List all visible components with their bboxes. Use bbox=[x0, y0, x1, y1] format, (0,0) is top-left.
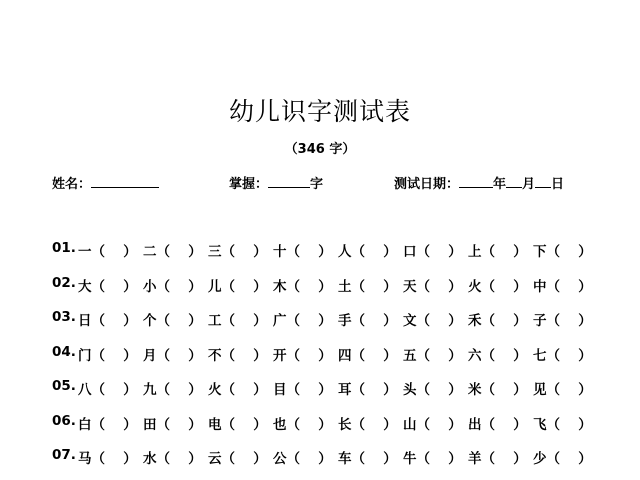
character-cell[interactable]: 中（ ） bbox=[533, 278, 592, 295]
character-cell[interactable]: 开（ ） bbox=[273, 347, 332, 364]
character-cell[interactable]: 白（ ） bbox=[78, 416, 137, 433]
character-cell[interactable]: 见（ ） bbox=[533, 382, 592, 398]
character-cell[interactable]: 田（ ） bbox=[143, 416, 202, 433]
character-cell[interactable]: 广（ ） bbox=[273, 313, 332, 329]
character-cell[interactable]: 二（ ） bbox=[143, 244, 202, 260]
character-cell[interactable]: 车（ ） bbox=[338, 451, 397, 467]
month-label: 月 bbox=[522, 177, 536, 192]
char-count-subtitle: （346 字） bbox=[284, 142, 356, 157]
character-cell[interactable]: 一（ ） bbox=[78, 244, 137, 260]
row-number: 03. bbox=[52, 309, 76, 325]
month-blank[interactable] bbox=[506, 175, 522, 188]
character-cell[interactable]: 山（ ） bbox=[403, 416, 462, 433]
page-title: 幼儿识字测试表 bbox=[228, 97, 411, 126]
character-cell[interactable]: 三（ ） bbox=[208, 244, 267, 260]
year-blank[interactable] bbox=[459, 175, 493, 188]
character-cell[interactable]: 手（ ） bbox=[338, 313, 397, 329]
character-cell[interactable]: 禾（ ） bbox=[468, 313, 527, 329]
character-cell[interactable]: 个（ ） bbox=[143, 313, 202, 329]
character-cell[interactable]: 出（ ） bbox=[468, 416, 527, 433]
character-cell[interactable]: 头（ ） bbox=[403, 382, 462, 398]
character-cell[interactable]: 子（ ） bbox=[533, 313, 592, 329]
row-number: 02. bbox=[52, 274, 76, 291]
character-cell[interactable]: 火（ ） bbox=[208, 382, 267, 398]
mastered-blank[interactable] bbox=[268, 175, 310, 188]
character-cell[interactable]: 七（ ） bbox=[533, 347, 592, 364]
character-cell[interactable]: 米（ ） bbox=[468, 382, 527, 398]
name-blank[interactable] bbox=[91, 175, 159, 188]
row-number: 06. bbox=[52, 412, 76, 429]
character-cell[interactable]: 人（ ） bbox=[338, 244, 397, 260]
day-label: 日 bbox=[551, 177, 565, 192]
character-cell[interactable]: 长（ ） bbox=[338, 416, 397, 433]
character-cell[interactable]: 飞（ ） bbox=[533, 416, 592, 433]
character-cell[interactable]: 大（ ） bbox=[78, 278, 137, 295]
test-date-field bbox=[394, 173, 564, 192]
character-cell[interactable]: 门（ ） bbox=[78, 347, 137, 364]
character-cell[interactable]: 也（ ） bbox=[273, 416, 332, 433]
character-cell[interactable]: 不（ ） bbox=[208, 347, 267, 364]
name-field bbox=[52, 173, 159, 192]
character-cell[interactable]: 四（ ） bbox=[338, 347, 397, 364]
character-cell[interactable]: 五（ ） bbox=[403, 347, 462, 364]
character-cell[interactable]: 少（ ） bbox=[533, 451, 592, 467]
name-label: 姓名： bbox=[52, 177, 92, 192]
character-cell[interactable]: 十（ ） bbox=[273, 244, 332, 260]
row-number: 05. bbox=[52, 378, 76, 394]
character-cell[interactable]: 火（ ） bbox=[468, 278, 527, 295]
row-number: 04. bbox=[52, 343, 76, 360]
character-cell[interactable]: 口（ ） bbox=[403, 244, 462, 260]
character-cell[interactable]: 耳（ ） bbox=[338, 382, 397, 398]
date-label: 测试日期： bbox=[394, 177, 460, 192]
character-cell[interactable]: 工（ ） bbox=[208, 313, 267, 329]
day-blank[interactable] bbox=[535, 175, 551, 188]
year-label: 年 bbox=[493, 177, 507, 192]
character-cell[interactable]: 天（ ） bbox=[403, 278, 462, 295]
character-cell[interactable]: 上（ ） bbox=[468, 244, 527, 260]
character-cell[interactable]: 目（ ） bbox=[273, 382, 332, 398]
character-cell[interactable]: 公（ ） bbox=[273, 451, 332, 467]
mastered-field bbox=[229, 173, 323, 192]
character-cell[interactable]: 下（ ） bbox=[533, 244, 592, 260]
character-cell[interactable]: 电（ ） bbox=[208, 416, 267, 433]
row-number: 01. bbox=[52, 240, 76, 256]
mastered-unit: 字 bbox=[310, 177, 324, 192]
character-cell[interactable]: 马（ ） bbox=[78, 451, 137, 467]
character-cell[interactable]: 六（ ） bbox=[468, 347, 527, 364]
character-cell[interactable]: 羊（ ） bbox=[468, 451, 527, 467]
character-cell[interactable]: 木（ ） bbox=[273, 278, 332, 295]
character-cell[interactable]: 九（ ） bbox=[143, 382, 202, 398]
mastered-label: 掌握： bbox=[229, 177, 269, 192]
character-cell[interactable]: 日（ ） bbox=[78, 313, 137, 329]
character-cell[interactable]: 云（ ） bbox=[208, 451, 267, 467]
character-cell[interactable]: 水（ ） bbox=[143, 451, 202, 467]
character-cell[interactable]: 土（ ） bbox=[338, 278, 397, 295]
character-cell[interactable]: 文（ ） bbox=[403, 313, 462, 329]
character-cell[interactable]: 牛（ ） bbox=[403, 451, 462, 467]
character-cell[interactable]: 八（ ） bbox=[78, 382, 137, 398]
character-cell[interactable]: 儿（ ） bbox=[208, 278, 267, 295]
row-number: 07. bbox=[52, 447, 76, 463]
character-cell[interactable]: 小（ ） bbox=[143, 278, 202, 295]
character-cell[interactable]: 月（ ） bbox=[143, 347, 202, 364]
